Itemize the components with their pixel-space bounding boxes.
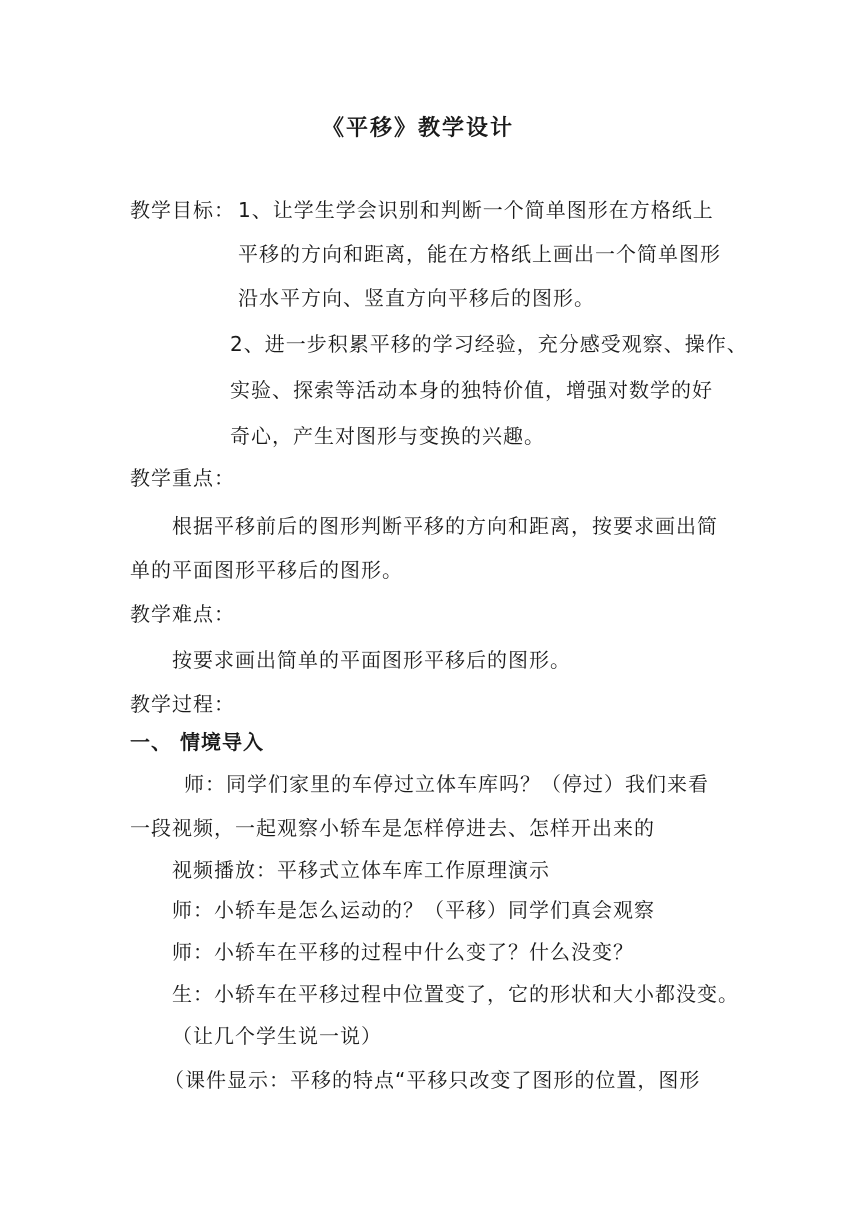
process-line-4: 师：小轿车是怎么运动的？（平移）同学们真会观察 [172, 898, 655, 922]
objective-2-line-3: 奇心，产生对图形与变换的兴趣。 [230, 424, 545, 448]
document-title: 《平移》教学设计 [322, 116, 515, 141]
difficulties-line: 按要求画出简单的平面图形平移后的图形。 [172, 648, 571, 672]
process-line-8: （课件显示：平移的特点“平移只改变了图形的位置，图形 [164, 1068, 701, 1092]
process-line-3: 视频播放：平移式立体车库工作原理演示 [172, 858, 550, 882]
objectives-label: 教学目标： [130, 198, 235, 222]
key-points-line-2: 单的平面图形平移后的图形。 [130, 558, 403, 582]
process-line-6: 生：小轿车在平移过程中位置变了，它的形状和大小都没变。 [172, 982, 739, 1006]
objective-1-line-1: 1、让学生学会识别和判断一个简单图形在方格纸上 [238, 198, 714, 222]
difficulties-label: 教学难点： [130, 602, 235, 626]
objective-2-line-1: 2、进一步积累平移的学习经验，充分感受观察、操作、 [230, 332, 748, 356]
process-line-7: （让几个学生说一说） [172, 1024, 382, 1048]
objective-1-line-3: 沿水平方向、竖直方向平移后的图形。 [238, 286, 595, 310]
objective-2-line-2: 实验、探索等活动本身的独特价值，增强对数学的好 [230, 378, 713, 402]
process-label: 教学过程： [130, 692, 235, 716]
key-points-line-1: 根据平移前后的图形判断平移的方向和距离，按要求画出简 [172, 514, 718, 538]
section-1-heading: 一、 情境导入 [130, 730, 264, 754]
key-points-label: 教学重点： [130, 466, 235, 490]
process-line-1: 师：同学们家里的车停过立体车库吗？（停过）我们来看 [184, 772, 709, 796]
objective-1-line-2: 平移的方向和距离，能在方格纸上画出一个简单图形 [238, 242, 721, 266]
process-line-2: 一段视频，一起观察小轿车是怎样停进去、怎样开出来的 [130, 816, 655, 840]
process-line-5: 师：小轿车在平移的过程中什么变了？什么没变？ [172, 940, 634, 964]
